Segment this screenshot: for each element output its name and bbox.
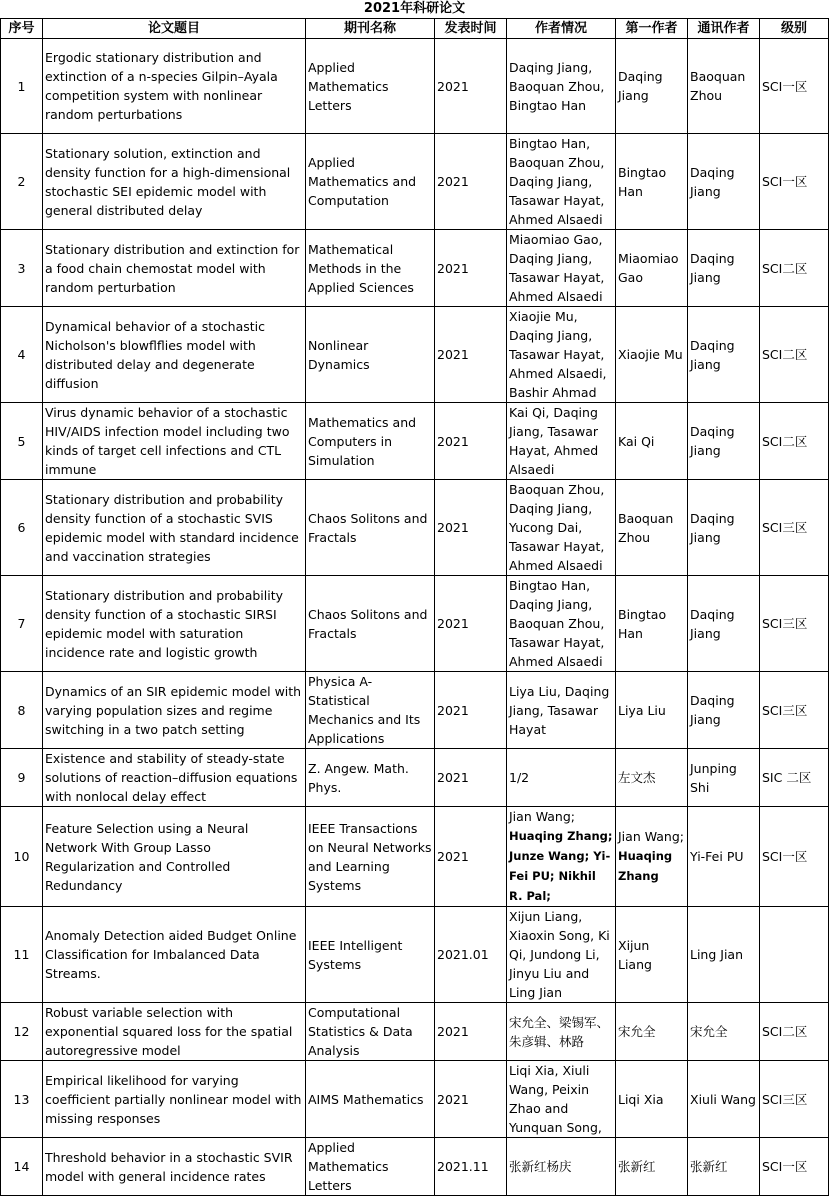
cell-corresponding-author: Junping Shi xyxy=(688,749,760,807)
cell-first-author: Xiaojie Mu xyxy=(616,307,688,403)
table-row xyxy=(1,807,829,907)
first-author-bold-text: Huaqing Zhang xyxy=(618,849,673,883)
cell-no: 9 xyxy=(1,749,43,807)
cell-date: 2021 xyxy=(435,480,507,576)
cell-date: 2021.01 xyxy=(435,907,507,1003)
cell-date: 2021 xyxy=(435,403,507,480)
cell-authors: Miaomiao Gao, Daqing Jiang, Tasawar Hayat, Ahmed Alsaedi xyxy=(507,230,616,307)
table-title: 2021年科研论文 xyxy=(363,1,466,16)
cell-journal: Applied Mathematics and Computation xyxy=(306,134,435,230)
cell-level: SCI三区 xyxy=(760,576,829,672)
cell-no: 14 xyxy=(1,1138,43,1196)
cell-first-author: 宋允全 xyxy=(616,1003,688,1061)
cell-title: Empirical likelihood for varying coefficient partially nonlinear model with missing responses xyxy=(43,1061,306,1138)
cell-level xyxy=(760,907,829,1003)
cell-journal: Chaos Solitons and Fractals xyxy=(306,480,435,576)
table-row xyxy=(1,307,829,403)
cell-authors: Liqi Xia, Xiuli Wang, Peixin Zhao and Yunquan Song, xyxy=(507,1061,616,1138)
cell-journal: Physica A-Statistical Mechanics and Its Applications xyxy=(306,672,435,749)
authors-bold-text: Huaqing Zhang; Junze Wang; Yi-Fei PU; Nikhil R. Pal; xyxy=(509,829,613,903)
cell-first-author: Xijun Liang xyxy=(616,907,688,1003)
cell-first-author: Kai Qi xyxy=(616,403,688,480)
cell-title: Robust variable selection with exponential squared loss for the spatial autoregressive model xyxy=(43,1003,306,1061)
table-row xyxy=(1,1061,829,1138)
cell-first-author: Liya Liu xyxy=(616,672,688,749)
cell-no: 5 xyxy=(1,403,43,480)
cell-date: 2021.11 xyxy=(435,1138,507,1196)
cell-journal: Applied Mathematics Letters xyxy=(306,1138,435,1196)
cell-title: Feature Selection using a Neural Network With Group Lasso Regularization and Controlled Redundancy xyxy=(43,807,306,907)
cell-authors: 1/2 xyxy=(507,749,616,807)
header-corresponding-author: 通讯作者 xyxy=(688,19,760,39)
cell-first-author: Miaomiao Gao xyxy=(616,230,688,307)
cell-title: Stationary solution, extinction and density function for a high-dimensional stochastic SEI epidemic model with general distributed delay xyxy=(43,134,306,230)
cell-corresponding-author: Daqing Jiang xyxy=(688,134,760,230)
cell-no: 4 xyxy=(1,307,43,403)
publications-table xyxy=(0,18,829,1196)
cell-corresponding-author: Daqing Jiang xyxy=(688,576,760,672)
cell-title: Stationary distribution and probability density function of a stochastic SIRSI epidemic model with saturation incidence rate and logistic growth xyxy=(43,576,306,672)
cell-no: 13 xyxy=(1,1061,43,1138)
cell-journal: Mathematics and Computers in Simulation xyxy=(306,403,435,480)
cell-journal: Mathematical Methods in the Applied Sciences xyxy=(306,230,435,307)
cell-date: 2021 xyxy=(435,230,507,307)
cell-journal: Applied Mathematics Letters xyxy=(306,39,435,134)
cell-level: SCI一区 xyxy=(760,1138,829,1196)
table-row xyxy=(1,403,829,480)
cell-date: 2021 xyxy=(435,1003,507,1061)
cell-date: 2021 xyxy=(435,1061,507,1138)
cell-level: SCI一区 xyxy=(760,807,829,907)
cell-no: 10 xyxy=(1,807,43,907)
header-first-author: 第一作者 xyxy=(616,19,688,39)
cell-level: SCI二区 xyxy=(760,1003,829,1061)
cell-no: 2 xyxy=(1,134,43,230)
cell-level: SCI二区 xyxy=(760,403,829,480)
cell-level: SIC 二区 xyxy=(760,749,829,807)
cell-corresponding-author: 张新红 xyxy=(688,1138,760,1196)
cell-title: Stationary distribution and probability density function of a stochastic SVIS epidemic model with standard incidence and vaccination strategies xyxy=(43,480,306,576)
cell-first-author: Daqing Jiang xyxy=(616,39,688,134)
cell-corresponding-author: Ling Jian xyxy=(688,907,760,1003)
cell-corresponding-author: Daqing Jiang xyxy=(688,307,760,403)
cell-authors: 张新红杨庆 xyxy=(507,1138,616,1196)
table-row xyxy=(1,39,829,134)
table-row xyxy=(1,749,829,807)
cell-date: 2021 xyxy=(435,307,507,403)
cell-authors: Xiaojie Mu, Daqing Jiang, Tasawar Hayat, Ahmed Alsaedi, Bashir Ahmad xyxy=(507,307,616,403)
cell-no: 12 xyxy=(1,1003,43,1061)
authors-plain-text: Jian Wang; xyxy=(509,809,576,824)
table-row xyxy=(1,230,829,307)
cell-journal: IEEE Transactions on Neural Networks and Learning Systems xyxy=(306,807,435,907)
cell-no: 8 xyxy=(1,672,43,749)
cell-corresponding-author: Daqing Jiang xyxy=(688,672,760,749)
cell-journal: AIMS Mathematics xyxy=(306,1061,435,1138)
header-no: 序号 xyxy=(1,19,43,39)
cell-journal: IEEE Intelligent Systems xyxy=(306,907,435,1003)
cell-authors: Liya Liu, Daqing Jiang, Tasawar Hayat xyxy=(507,672,616,749)
cell-corresponding-author: Daqing Jiang xyxy=(688,230,760,307)
cell-authors: 宋允全、梁锡军、朱彦辑、林路 xyxy=(507,1003,616,1061)
cell-journal: Nonlinear Dynamics xyxy=(306,307,435,403)
cell-title: Dynamical behavior of a stochastic Nicholson's blowflflies model with distributed delay and degenerate diffusion xyxy=(43,307,306,403)
cell-no: 1 xyxy=(1,39,43,134)
cell-first-author: Bingtao Han xyxy=(616,576,688,672)
header-journal: 期刊名称 xyxy=(306,19,435,39)
cell-authors: Bingtao Han, Daqing Jiang, Baoquan Zhou, Tasawar Hayat, Ahmed Alsaedi xyxy=(507,576,616,672)
cell-title: Existence and stability of steady-state solutions of reaction–diffusion equations with nonlocal delay effect xyxy=(43,749,306,807)
cell-date: 2021 xyxy=(435,807,507,907)
cell-journal: Chaos Solitons and Fractals xyxy=(306,576,435,672)
header-date: 发表时间 xyxy=(435,19,507,39)
cell-date: 2021 xyxy=(435,749,507,807)
table-row xyxy=(1,480,829,576)
cell-no: 11 xyxy=(1,907,43,1003)
table-row xyxy=(1,907,829,1003)
cell-corresponding-author: Daqing Jiang xyxy=(688,403,760,480)
cell-authors: Bingtao Han, Baoquan Zhou, Daqing Jiang, Tasawar Hayat, Ahmed Alsaedi xyxy=(507,134,616,230)
cell-first-author: Baoquan Zhou xyxy=(616,480,688,576)
cell-first-author: Bingtao Han xyxy=(616,134,688,230)
cell-first-author xyxy=(616,807,688,907)
cell-title: Stationary distribution and extinction for a food chain chemostat model with random perturbation xyxy=(43,230,306,307)
header-row xyxy=(1,19,829,39)
table-row xyxy=(1,134,829,230)
cell-level: SCI三区 xyxy=(760,672,829,749)
cell-authors: Xijun Liang, Xiaoxin Song, Ki Qi, Jundong Li, Jinyu Liu and Ling Jian xyxy=(507,907,616,1003)
cell-corresponding-author: Xiuli Wang xyxy=(688,1061,760,1138)
cell-journal: Computational Statistics & Data Analysis xyxy=(306,1003,435,1061)
cell-first-author: Liqi Xia xyxy=(616,1061,688,1138)
cell-level: SCI三区 xyxy=(760,1061,829,1138)
table-row xyxy=(1,1003,829,1061)
cell-level: SCI二区 xyxy=(760,307,829,403)
table-row xyxy=(1,1138,829,1196)
cell-title: Anomaly Detection aided Budget Online Classification for Imbalanced Data Streams. xyxy=(43,907,306,1003)
cell-title: Ergodic stationary distribution and extinction of a n-species Gilpin–Ayala competition system with nonlinear random perturbations xyxy=(43,39,306,134)
table-row xyxy=(1,576,829,672)
cell-authors: Baoquan Zhou, Daqing Jiang, Yucong Dai, Tasawar Hayat, Ahmed Alsaedi xyxy=(507,480,616,576)
cell-title: Virus dynamic behavior of a stochastic HIV/AIDS infection model including two kinds of target cell infections and CTL immune xyxy=(43,403,306,480)
cell-authors xyxy=(507,807,616,907)
cell-corresponding-author: Yi-Fei PU xyxy=(688,807,760,907)
cell-title: Dynamics of an SIR epidemic model with varying population sizes and regime switching in a two patch setting xyxy=(43,672,306,749)
cell-first-author: 左文杰 xyxy=(616,749,688,807)
header-authors: 作者情况 xyxy=(507,19,616,39)
cell-no: 3 xyxy=(1,230,43,307)
table-row xyxy=(1,672,829,749)
first-author-plain-text: Jian Wang; xyxy=(618,829,685,844)
cell-no: 7 xyxy=(1,576,43,672)
header-level: 级别 xyxy=(760,19,829,39)
cell-corresponding-author: Daqing Jiang xyxy=(688,480,760,576)
cell-title: Threshold behavior in a stochastic SVIR model with general incidence rates xyxy=(43,1138,306,1196)
cell-first-author: 张新红 xyxy=(616,1138,688,1196)
cell-date: 2021 xyxy=(435,134,507,230)
cell-date: 2021 xyxy=(435,39,507,134)
cell-authors: Kai Qi, Daqing Jiang, Tasawar Hayat, Ahmed Alsaedi xyxy=(507,403,616,480)
cell-level: SCI一区 xyxy=(760,39,829,134)
cell-level: SCI二区 xyxy=(760,230,829,307)
cell-authors: Daqing Jiang, Baoquan Zhou, Bingtao Han xyxy=(507,39,616,134)
cell-journal: Z. Angew. Math. Phys. xyxy=(306,749,435,807)
header-title: 论文题目 xyxy=(43,19,306,39)
cell-corresponding-author: 宋允全 xyxy=(688,1003,760,1061)
cell-date: 2021 xyxy=(435,672,507,749)
cell-level: SCI一区 xyxy=(760,134,829,230)
cell-level: SCI三区 xyxy=(760,480,829,576)
cell-corresponding-author: Baoquan Zhou xyxy=(688,39,760,134)
cell-date: 2021 xyxy=(435,576,507,672)
cell-no: 6 xyxy=(1,480,43,576)
